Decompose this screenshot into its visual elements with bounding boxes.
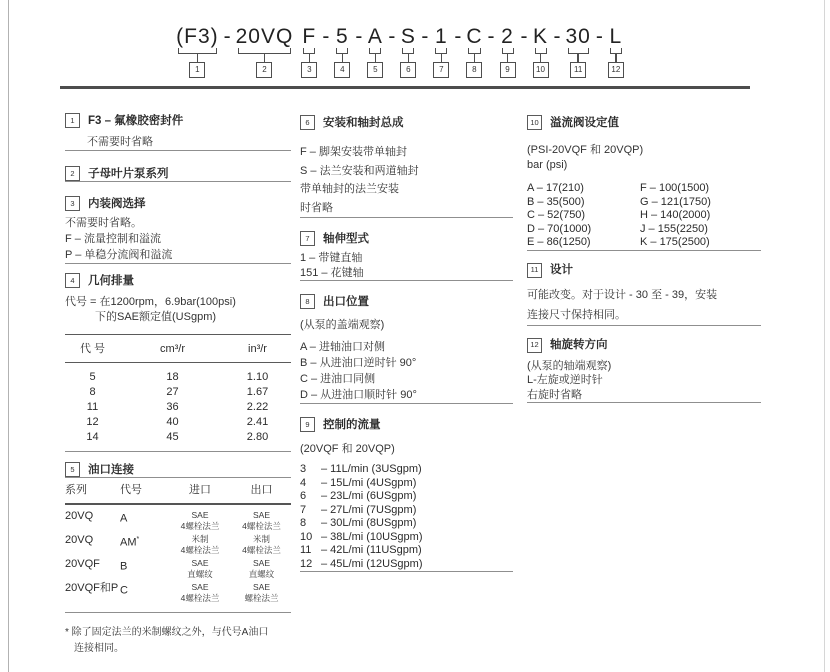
code-segment-number-box: 9 [500,62,516,78]
code-segment-stem [540,54,542,62]
column-middle [300,105,513,572]
section-2-heading [65,166,291,181]
outlet-line-1: SAE [252,510,270,520]
cell-outlet [232,534,291,555]
code-segment-text: F [302,25,317,48]
cell-code: 14 [86,431,99,443]
code-segment [367,25,400,78]
text-line: K – 175(2500) [640,236,710,248]
cell-inlet [168,510,232,531]
outlet-line-1: 米制 [252,534,270,544]
outlet-line-1: SAE [252,582,270,592]
code-segment-number-box: 1 [189,62,205,78]
section-number-badge: 3 [65,196,80,211]
code-segment-number-box: 6 [400,62,416,78]
code-segment-separator: - [553,25,561,48]
code-segment-separator: - [355,25,363,48]
cell-code [120,534,168,549]
cell-cm3r: 27 [166,386,179,398]
code-segment-stem [577,54,579,62]
section-6-lines [300,143,513,217]
cell-series: 20VQF [65,558,100,570]
inlet-line-1: SAE [191,558,209,568]
section-9-subtitle: (20VQF 和 20VQP) [300,443,395,455]
table-row [65,370,291,385]
code-segment-stem [474,54,476,62]
section-number-badge: 11 [527,263,542,278]
code-text: A [120,512,128,525]
cell-in3r: 1.10 [246,371,269,383]
flow-desc: – 45L/mi (12USgpm) [321,557,423,570]
code-segment-text: 1 [434,25,448,48]
section-divider [65,150,291,151]
code-segment-text: A [367,25,383,48]
flow-item [300,558,513,572]
cell-inlet [168,534,232,555]
cell-cm3r: 45 [166,431,179,443]
flow-item [300,544,513,558]
code-segment-separator: - [520,25,528,48]
section-title: 控制的流量 [323,418,381,431]
flow-code: 10 [300,530,313,543]
text-line: (从泵的轴端观察) [527,359,612,372]
code-segment-stem [342,54,344,62]
text-line: D – 70(1000) [527,222,592,235]
inlet-line-1: 米制 [191,534,209,544]
displacement-table-rows [65,363,291,451]
text-line: C – 进油口同侧 [300,373,376,385]
relief-settings-left [527,182,640,250]
section-title: 轴旋转方向 [550,339,608,351]
cell-inlet [168,558,232,579]
section-title: 溢流阀设定值 [550,116,619,129]
code-segment-number-box: 7 [433,62,449,78]
text-line: 1 – 带键直轴 [300,252,363,264]
section-4-desc: 下的SAE额定值(USgpm) [95,311,217,323]
text-line: J – 155(2250) [640,222,708,235]
section-1-heading [65,113,291,128]
flow-desc: – 42L/mi (11USgpm) [321,544,422,556]
code-segment-stem [309,54,311,62]
outlet-line-2: 螺栓法兰 [244,592,279,603]
flow-code: 11 [300,544,312,556]
section-number-badge: 4 [65,273,80,288]
port-table-header [65,478,291,503]
section-8-subtitle: (从泵的盖端观察) [300,319,385,331]
text-line: B – 从进油口逆时针 90° [300,357,417,369]
inlet-line-2: 4螺栓法兰 [180,544,220,555]
header-divider [60,86,750,89]
code-segment-number-box: 11 [570,62,586,78]
section-divider [65,263,291,264]
text-line: F – 100(1500) [640,182,710,194]
code-segment [466,25,499,78]
outlet-line-2: 4螺栓法兰 [242,520,281,531]
cell-inlet [168,582,232,603]
table-row [65,582,291,603]
code-segment-separator: - [322,25,330,48]
flow-item [300,477,513,491]
section-title: 子母叶片泵系列 [88,167,169,180]
inlet-line-2: 4螺栓法兰 [180,520,220,531]
model-code-header [0,25,830,78]
section-number-badge: 1 [65,113,80,128]
code-segment-number-box: 8 [466,62,482,78]
section-8-heading [300,294,513,309]
cell-cm3r: 40 [166,416,179,428]
section-title: 轴伸型式 [323,232,369,245]
text-line: 连接尺寸保持相同。 [527,308,626,321]
code-segment-separator: - [421,25,429,48]
cell-outlet [232,582,291,603]
cell-series: 20VQ [65,534,94,546]
table-row [65,400,291,415]
cell-code: 5 [89,371,96,383]
text-line: 时省略 [300,201,333,214]
code-segment-text: 20VQ [235,25,294,48]
section-8-lines [300,339,513,403]
section-6-heading [300,115,513,130]
code-segment [400,25,433,78]
cell-in3r: 2.41 [246,416,269,428]
code-segment [176,25,236,78]
code-segment-number-box: 12 [608,62,624,78]
cell-code [120,558,168,573]
flow-item [300,490,513,504]
cell-outlet [232,510,291,531]
code-segment-text: K [532,25,548,48]
inlet-line-1: SAE [191,510,209,520]
code-segment-number-box: 10 [533,62,549,78]
code-segment-stem [408,54,410,62]
text-line: L-左旋或逆时针 [527,374,603,386]
code-segment-stem [197,54,199,62]
flow-code: 4 [300,476,307,489]
outlet-line-2: 直螺纹 [248,568,275,579]
text-line: 可能改变。对于设计 - 30 至 - 39，安装 [527,288,718,301]
text-line: 带单轴封的法兰安装 [300,183,399,195]
section-divider [300,571,513,572]
section-10-subtitle: (PSI-20VQF 和 20VQP) [527,144,644,156]
text-line: C – 52(750) [527,209,586,221]
flow-desc: – 15L/mi (4USgpm) [321,476,417,489]
code-segment-text: 30 [565,25,591,48]
section-4-heading [65,273,291,288]
code-segment-number-box: 4 [334,62,350,78]
table-row [65,558,291,579]
text-line: 右旋时省略 [527,388,582,401]
code-segment-stem [375,54,377,62]
text-line: D – 从进油口顺时针 90° [300,389,417,401]
flow-desc: – 23L/mi (6USgpm) [321,490,417,502]
section-title: 油口连接 [88,463,134,476]
footnote-line: 连接相同。 [74,643,124,654]
relief-settings-right [640,182,761,250]
code-segment-separator: - [388,25,396,48]
table-row [65,415,291,430]
section-3-heading [65,196,291,211]
section-number-badge: 7 [300,231,315,246]
section-divider [65,181,291,182]
cell-in3r: 2.22 [246,401,269,413]
column-header: 系列 [65,484,87,496]
column-left [65,105,291,657]
cell-cm3r: 18 [166,371,179,383]
code-segment-separator: - [454,25,462,48]
flow-desc: – 11L/min (3USgpm) [321,463,422,475]
section-title: 几何排量 [88,274,134,287]
code-segment-text: C [466,25,483,48]
section-7-lines [300,251,513,280]
cell-code [120,510,168,525]
code-segment [608,25,632,78]
flow-desc: – 27L/mi (7USgpm) [321,503,417,516]
section-12-heading [527,338,761,353]
cell-code [120,582,168,597]
table-row [65,385,291,400]
column-header: 进口 [189,484,211,496]
text-line: G – 121(1750) [640,195,711,208]
code-segment-stem [615,54,617,62]
section-11-heading [527,263,761,278]
table-row [65,510,291,531]
inlet-line-2: 4螺栓法兰 [180,592,220,603]
code-text: AM [120,536,137,549]
code-footnote-mark: * [136,536,140,543]
code-segment [236,25,302,78]
code-segment-text: S [400,25,416,48]
cell-code: 8 [89,386,96,398]
displacement-table-header [65,335,291,362]
flow-code: 12 [300,557,313,570]
port-table-footnote [65,625,291,657]
code-segment [533,25,566,78]
section-12-lines [527,359,761,403]
cell-code: 12 [86,416,99,428]
section-divider [300,403,513,404]
code-segment-number-box: 3 [301,62,317,78]
text-line: 151 – 花键轴 [300,266,364,279]
outlet-line-2: 4螺栓法兰 [242,544,281,555]
displacement-table [65,334,291,451]
code-segment-number-box: 5 [367,62,383,78]
column-header: cm³/r [159,343,186,355]
code-segment-text: (F3) [176,25,219,48]
section-divider [300,280,513,281]
code-segment-stem [507,54,509,62]
flow-item [300,463,513,477]
code-text: C [120,584,128,597]
table-row [65,534,291,555]
flow-item [300,531,513,545]
section-title: 安装和轴封总成 [323,116,404,129]
flow-desc: – 30L/mi (8USgpm) [321,517,417,529]
model-code-row [176,25,632,78]
section-number-badge: 9 [300,417,315,432]
cell-in3r: 1.67 [246,386,269,398]
section-divider [527,325,761,326]
text-line: E – 86(1250) [527,236,591,248]
section-number-badge: 2 [65,166,80,181]
code-text: B [120,560,128,573]
cell-code: 11 [86,401,99,413]
section-title: F3 – 氟橡胶密封件 [88,114,184,127]
table-row [65,430,291,445]
section-3-lines [65,215,291,263]
flow-code: 7 [300,503,307,516]
relief-settings [527,182,761,250]
section-number-badge: 12 [527,338,542,353]
cell-cm3r: 36 [166,401,179,413]
text-line: A – 17(210) [527,182,584,194]
text-line: P – 单稳分流阀和溢流 [65,249,173,261]
section-divider [527,402,761,403]
cell-series: 20VQF和P [65,582,119,594]
section-divider [527,250,761,251]
code-segment-text: 5 [335,25,349,48]
section-9-lines [300,463,513,571]
column-header: 代号 [120,484,142,496]
section-7-heading [300,231,513,246]
section-9-heading [300,417,513,432]
text-line: F – 流量控制和溢流 [65,233,161,245]
section-title: 内装阀选择 [88,197,146,210]
code-segment [500,25,533,78]
section-5-heading [65,462,291,477]
code-segment-stem [264,54,266,62]
cell-in3r: 2.80 [246,431,269,443]
code-segment-stem [441,54,443,62]
inlet-line-1: SAE [191,582,209,592]
outlet-line-1: SAE [252,558,270,568]
section-number-badge: 10 [527,115,542,130]
text-line: 不需要时省略。 [65,217,142,229]
code-segment [334,25,367,78]
table-rule [65,612,291,613]
section-title: 出口位置 [323,295,369,308]
section-number-badge: 6 [300,115,315,130]
column-header: in³/r [248,343,267,355]
section-title: 设计 [550,264,573,276]
column-right [527,105,761,403]
code-segment [301,25,334,78]
code-segment-number-box: 2 [256,62,272,78]
section-divider [300,217,513,218]
section-10-subtitle: bar (psi) [527,159,568,171]
page-right-edge [824,0,825,672]
text-line: S – 法兰安装和两道轴封 [300,164,419,177]
section-divider [65,451,291,452]
flow-code: 6 [300,490,307,502]
text-line: A – 进轴油口对侧 [300,341,385,353]
port-table-rows [65,505,291,612]
text-line: H – 140(2000) [640,209,711,221]
inlet-line-2: 直螺纹 [187,568,213,579]
text-line: F – 脚架安装带单轴封 [300,146,407,158]
section-1-note: 不需要时省略 [87,136,153,148]
flow-item [300,517,513,531]
code-segment-separator: - [487,25,495,48]
code-segment-text: L [609,25,623,48]
code-segment-text: 2 [501,25,514,48]
code-segment-separator: - [595,25,603,48]
cell-series: 20VQ [65,510,94,522]
section-10-heading [527,115,761,130]
flow-code: 8 [300,517,307,529]
section-number-badge: 5 [65,462,80,477]
text-line: B – 35(500) [527,195,585,208]
column-header: 代 号 [79,343,106,355]
section-4-desc: 代号 = 在1200rpm，6.9bar(100psi) [65,296,236,308]
code-segment [433,25,466,78]
section-number-badge: 8 [300,294,315,309]
section-11-lines [527,285,761,325]
cell-outlet [232,558,291,579]
flow-item [300,504,513,518]
code-segment [566,25,608,78]
footnote-line: * 除了固定法兰的米制螺纹之外，与代号A油口 [65,627,269,638]
flow-desc: – 38L/mi (10USgpm) [321,530,423,543]
flow-code: 3 [300,463,307,475]
code-segment-separator: - [223,25,231,48]
column-header: 出口 [250,484,273,496]
page-left-edge [8,0,9,672]
